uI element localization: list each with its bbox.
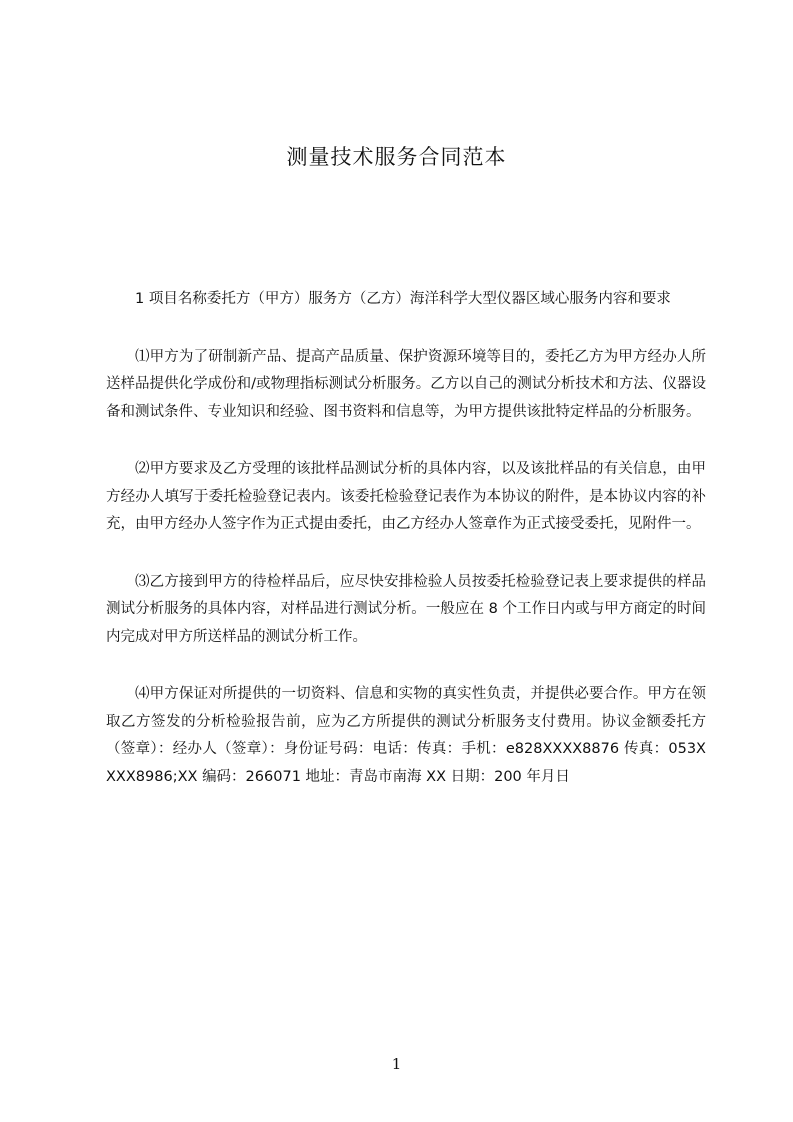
document-title: 测量技术服务合同范本 [286, 145, 507, 169]
paragraph-clause-4: ⑷甲方保证对所提供的一切资料、信息和实物的真实性负责，并提供必要合作。甲方在领取乙方签发的分析检验报告前，应为乙方所提供的测试分析服务支付费用。协议金额委托方（签章）：经办人（签章）：身份证号码：电话：传真：手机：e828XXXX8876 传真：053XXXX8986;XX 编码：266071 地址：青岛市南海 XX 日期：200 年月日 [106, 686, 706, 785]
paragraph-clause-1: ⑴甲方为了研制新产品、提高产品质量、保护资源环境等目的，委托乙方为甲方经办人所送样品提供化学成份和/或物理指标测试分析服务。乙方以自己的测试分析技术和方法、仪器设备和测试条件、专业知识和经验、图书资料和信息等，为甲方提供该批特定样品的分析服务。 [106, 348, 706, 420]
paragraph-clause-2: ⑵甲方要求及乙方受理的该批样品测试分析的具体内容，以及该批样品的有关信息，由甲方经办人填写于委托检验登记表内。该委托检验登记表作为本协议的附件，是本协议内容的补充，由甲方经办人签字作为正式提由委托，由乙方经办人签章作为正式接受委托，见附件一。 [106, 461, 706, 532]
page-number: 1 [391, 1055, 402, 1073]
paragraph-clause-3: ⑶乙方接到甲方的待检样品后，应尽快安排检验人员按委托检验登记表上要求提供的样品测试分析服务的具体内容，对样品进行测试分析。一般应在 8 个工作日内或与甲方商定的时间内完成对甲方所送样品的测试分析工作。 [106, 573, 706, 645]
document-body [106, 286, 706, 821]
paragraph-project-name: 1 项目名称委托方（甲方）服务方（乙方）海洋科学大型仪器区域心服务内容和要求 [135, 291, 671, 307]
